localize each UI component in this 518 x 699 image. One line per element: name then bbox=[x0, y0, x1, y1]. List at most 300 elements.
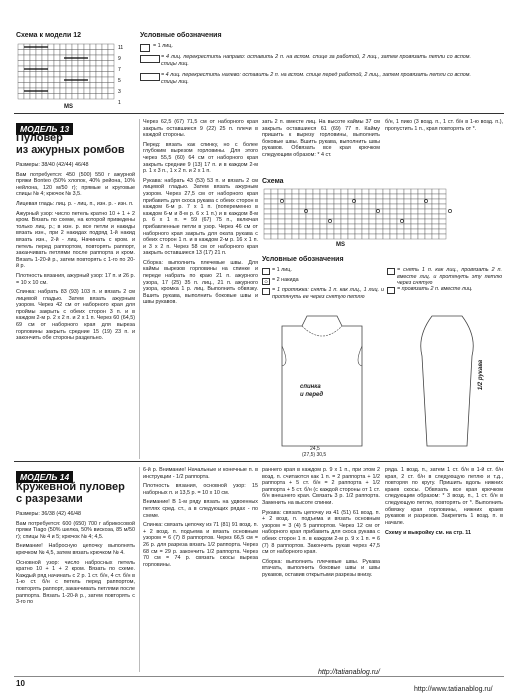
chart-cell bbox=[313, 189, 320, 194]
m13-legend-1: = 1 лиц. bbox=[272, 267, 292, 273]
chart-cell bbox=[348, 189, 355, 194]
chart-cell bbox=[418, 224, 425, 229]
chart-cell bbox=[292, 214, 299, 219]
chart-cell bbox=[48, 77, 54, 83]
chart-cell bbox=[66, 83, 72, 89]
chart-cell bbox=[72, 88, 78, 94]
divider-footer bbox=[14, 676, 504, 677]
chart-cell bbox=[102, 61, 108, 67]
chart-cell bbox=[60, 83, 66, 89]
chart-cell bbox=[397, 194, 404, 199]
model-14-col-1 bbox=[16, 511, 135, 606]
chart-cell bbox=[18, 83, 24, 89]
chart-cell bbox=[397, 234, 404, 239]
chart-cell bbox=[397, 224, 404, 229]
chart-cell bbox=[48, 94, 54, 100]
site-url[interactable]: http://tatianablog.ru/ bbox=[318, 669, 380, 676]
chart-cell bbox=[362, 224, 369, 229]
chart-cell bbox=[362, 219, 369, 224]
chart-cell bbox=[404, 219, 411, 224]
chart-cell bbox=[418, 229, 425, 234]
chart-cell bbox=[278, 234, 285, 239]
chart-cell bbox=[299, 214, 306, 219]
chart-cell bbox=[292, 199, 299, 204]
chart-cell bbox=[285, 189, 292, 194]
chart-cell bbox=[425, 229, 432, 234]
m14-front: раннего края в каждом р. 9 х 1 п., при этом 2 возд. п. считаются как 1 п. = 2 раппорта + 1/2 раппорта + 5 ст. б/н = 2 раппорта + 1/2 раппорта + 5 ст. б/н (с каждой стороны от 1 ст. б/н внешнего края. Связать 3 р. 1/2 раппорта. Заменить на высоте спинки. bbox=[262, 467, 380, 506]
chart-cell bbox=[36, 61, 42, 67]
chart-cell bbox=[48, 72, 54, 78]
chart-cell bbox=[306, 224, 313, 229]
chart-cell bbox=[362, 199, 369, 204]
chart-cell bbox=[362, 229, 369, 234]
chart-cell bbox=[425, 214, 432, 219]
chart-cell bbox=[362, 209, 369, 214]
chart-cell bbox=[439, 204, 446, 209]
chart-cell bbox=[425, 204, 432, 209]
m14-assembly: Сборка: выполнить плечевые швы. Рукава втачать, выполнить боковые швы и швы рукавов, оставив открытыми разрезы внизу. bbox=[262, 558, 380, 578]
divider-middle bbox=[14, 461, 504, 462]
m13-sleeves: Рукава: набрать 43 (53) 53 п. и вязать 2 см лицевой гладью. Затем вязать ажурным узором. Через 27,5 см от наборного края прибавить для скоса рукава с обеих сторон в каждом 6-м р. 7 х 1 п. (попеременно в каждом 6-м и 8-м р. 6 х 1 п.) и в каждом 8-м р. 6 х 1 п. = 59 (67) 75 п., включая прибавленные петли в узор. Через 46 см от наборного края закрыть для оката рукава с обеих сторон 1 п. и в каждом 2-м р. 16 х 1 п. и 3 х 2 п. Через 58 см от наборного края закрыть оставшиеся 13 (17) 21 п. bbox=[143, 177, 258, 257]
chart-cell bbox=[383, 189, 390, 194]
m13-hem-width: 24,5 bbox=[310, 446, 320, 452]
chart-cell bbox=[108, 61, 114, 67]
chart-cell bbox=[84, 50, 90, 56]
chart-cell bbox=[102, 44, 108, 50]
chart-cell bbox=[418, 234, 425, 239]
m14-sleeves: Рукава: связать цепочку из 41 (51) 61 возд. п. + 2 возд. п. подъема и вязать основным узором = 3 (4) 5 раппортов. Через 12 см от наборного края прибавить для скоса рукава с обеих сторон 1 п. в каждом 2-м р. 9 х 1 п. = 6 (7) 8 раппортов. Закончить рукав через 47,5 см от наборного края. bbox=[262, 509, 380, 556]
chart-cell bbox=[84, 94, 90, 100]
chart-cell bbox=[418, 219, 425, 224]
chart-cell bbox=[320, 229, 327, 234]
chart-cell bbox=[292, 219, 299, 224]
chart-cell bbox=[355, 214, 362, 219]
m14-materials: Вам потребуется: 600 (650) 700 г абрикосовой пряжи Tiago (50% шелка, 50% вискоза, 85 м/50 г); спицы № 4 и 5; крючок № 4; 4,5. bbox=[16, 520, 135, 540]
chart-cell bbox=[390, 194, 397, 199]
chart-cell bbox=[30, 55, 36, 61]
chart-cell bbox=[24, 55, 30, 61]
chart-cell bbox=[355, 204, 362, 209]
chart-cell bbox=[397, 199, 404, 204]
chart-cell bbox=[84, 83, 90, 89]
m13-pattern-diagram bbox=[262, 306, 502, 456]
chart-cell bbox=[84, 61, 90, 67]
chart-cell bbox=[306, 234, 313, 239]
chart-cell bbox=[404, 224, 411, 229]
chart-cell bbox=[411, 234, 418, 239]
divider-top bbox=[14, 113, 504, 114]
chart-cell bbox=[299, 204, 306, 209]
chart-cell bbox=[90, 50, 96, 56]
model-13-col-2 bbox=[143, 119, 258, 306]
chart-cell bbox=[90, 88, 96, 94]
chart-cell bbox=[397, 204, 404, 209]
yarnover-mark bbox=[448, 209, 451, 212]
chart-cell bbox=[36, 94, 42, 100]
chart-cell bbox=[264, 204, 271, 209]
cable-left-icon bbox=[140, 73, 160, 81]
chart-cell bbox=[439, 219, 446, 224]
m14-ref: Схему и выкройку см. на стр. 11 bbox=[385, 530, 471, 537]
chart-cell bbox=[369, 234, 376, 239]
chart-cell bbox=[327, 199, 334, 204]
chart-cell bbox=[320, 214, 327, 219]
chart-cell bbox=[108, 88, 114, 94]
chart-cell bbox=[285, 234, 292, 239]
chart-cell bbox=[102, 83, 108, 89]
chart-cell bbox=[292, 224, 299, 229]
chart-cell bbox=[60, 50, 66, 56]
model-14-col-4 bbox=[385, 467, 503, 537]
model-13-label: МОДЕЛЬ 13 bbox=[16, 123, 73, 135]
chart-cell bbox=[78, 50, 84, 56]
chart-cell bbox=[432, 219, 439, 224]
chart-cell bbox=[341, 224, 348, 229]
chart-cell bbox=[348, 234, 355, 239]
chart-cell bbox=[30, 72, 36, 78]
chart-cell bbox=[299, 219, 306, 224]
m13-stockinette: Лицевая гладь: лиц. р. - лиц. п., изн. р. - изн. п. bbox=[16, 200, 134, 207]
page-number: 10 bbox=[16, 679, 25, 688]
chart-cell bbox=[271, 229, 278, 234]
chart-cell bbox=[425, 219, 432, 224]
chart-cell bbox=[320, 199, 327, 204]
chart-cell bbox=[334, 234, 341, 239]
chart-cell bbox=[313, 209, 320, 214]
chart-cell bbox=[278, 204, 285, 209]
chart-cell bbox=[90, 77, 96, 83]
chart-cell bbox=[334, 209, 341, 214]
chart-cell bbox=[292, 194, 299, 199]
chart-cell bbox=[96, 50, 102, 56]
chart-cell bbox=[299, 189, 306, 194]
m13-back-label: спинка bbox=[300, 384, 321, 390]
chart-cell bbox=[60, 88, 66, 94]
m14-main-pattern: Основной узор: число набросных петель кратно 10 + 1 + 2 кром. Вязать по схеме. Каждый ряд начинать с 2 р. 1 ст. б/н, 4 ст. б/н в 1-ю ст. б/н с петель перед раппортом, повторять раппорт, заканчивать петлями после раппорта. Вязать 1-20-й р., затем повторять с 3-го по bbox=[16, 559, 135, 606]
chart-cell bbox=[313, 219, 320, 224]
chart-cell bbox=[96, 66, 102, 72]
chart-cell bbox=[24, 72, 30, 78]
chart-cell bbox=[439, 224, 446, 229]
chart-cell bbox=[42, 55, 48, 61]
chart-cell bbox=[411, 189, 418, 194]
chart-cell bbox=[369, 194, 376, 199]
chart-cell bbox=[78, 83, 84, 89]
chart-row-number: 1 bbox=[118, 100, 121, 106]
chart-cell bbox=[299, 229, 306, 234]
chart-cell bbox=[369, 214, 376, 219]
m13-assembly: Сборка: выполнить плечевые швы. Для каймы вырезов горловины на спинке и переде набрать по краю 21 п. ажурного узора, 17 (25) 35 п. лиц., 21 п. ажурного узора, кромка 1 р. лиц. Выполнить обвязку. Вшить рукава, выполнить боковые швы и швы рукавов. bbox=[143, 259, 258, 306]
chart-cell bbox=[390, 234, 397, 239]
chart-cell bbox=[72, 66, 78, 72]
chart-cell bbox=[425, 224, 432, 229]
chart-cell bbox=[327, 189, 334, 194]
chart-cell bbox=[320, 189, 327, 194]
chart-cell bbox=[264, 219, 271, 224]
chart-cell bbox=[313, 229, 320, 234]
chart-cell bbox=[42, 61, 48, 67]
cable-right-icon bbox=[140, 55, 160, 63]
chart-cell bbox=[376, 204, 383, 209]
chart-cell bbox=[78, 61, 84, 67]
chart-cell bbox=[404, 209, 411, 214]
chart-cell bbox=[383, 234, 390, 239]
chart-cell bbox=[102, 50, 108, 56]
chart-cell bbox=[383, 214, 390, 219]
chart-cell bbox=[439, 189, 446, 194]
chart-cell bbox=[320, 204, 327, 209]
chart-cell bbox=[292, 229, 299, 234]
chart-cell bbox=[30, 83, 36, 89]
m14-note-3: Внимание! В 1-м ряду вязать на удвоенных петлях сред. ст., а в следующих рядах - по схеме. bbox=[143, 499, 258, 519]
chart-cell bbox=[341, 199, 348, 204]
chart-cell bbox=[18, 88, 24, 94]
chart-cell bbox=[383, 229, 390, 234]
chart-cell bbox=[404, 194, 411, 199]
chart-cell bbox=[78, 44, 84, 50]
chart-cell bbox=[299, 224, 306, 229]
chart-cell bbox=[334, 204, 341, 209]
chart-cell bbox=[425, 189, 432, 194]
chart-cell bbox=[418, 189, 425, 194]
chart-cell bbox=[271, 234, 278, 239]
chart-cell bbox=[90, 94, 96, 100]
chart-cell bbox=[383, 204, 390, 209]
chart-cell bbox=[264, 229, 271, 234]
chart-cell bbox=[390, 229, 397, 234]
m13-scheme-title: Схема bbox=[262, 178, 284, 185]
chart-cell bbox=[306, 194, 313, 199]
chart-cell bbox=[90, 83, 96, 89]
chart-cell bbox=[54, 94, 60, 100]
chart-cell bbox=[411, 209, 418, 214]
chart-cell bbox=[327, 224, 334, 229]
chart-cell bbox=[306, 219, 313, 224]
knit-symbol-icon bbox=[262, 268, 270, 275]
chart-cell bbox=[24, 77, 30, 83]
chart-cell bbox=[285, 194, 292, 199]
model-14-title-2: с разрезами bbox=[16, 493, 83, 505]
chart-cell bbox=[292, 209, 299, 214]
model-13-title-2: из ажурных ромбов bbox=[16, 144, 125, 156]
m13-gauge: Плотность вязания, ажурный узор: 17 п. и 26 р. = 10 х 10 см. bbox=[16, 272, 135, 286]
model-13-col-1 bbox=[16, 162, 135, 342]
chart-cell bbox=[348, 199, 355, 204]
chart-cell bbox=[78, 66, 84, 72]
chart-cell bbox=[72, 83, 78, 89]
watermark: http://www.tatianablog.ru/ bbox=[414, 686, 493, 693]
chart-cell bbox=[66, 66, 72, 72]
chart-cell bbox=[411, 214, 418, 219]
chart-cell bbox=[376, 214, 383, 219]
chart-cell bbox=[78, 94, 84, 100]
chart-cell bbox=[418, 209, 425, 214]
chart-cell bbox=[313, 214, 320, 219]
chart-cell bbox=[96, 61, 102, 67]
chart-cell bbox=[42, 72, 48, 78]
col-divider bbox=[139, 119, 140, 459]
chart-cell bbox=[108, 72, 114, 78]
chart-cell bbox=[96, 83, 102, 89]
chart-cell bbox=[299, 199, 306, 204]
chart-cell bbox=[397, 209, 404, 214]
chart-cell bbox=[278, 224, 285, 229]
chart-cell bbox=[264, 224, 271, 229]
m13-sizes: Размеры: 38/40 (42/44) 46/48 bbox=[16, 162, 89, 168]
m13-back: Спинка: набрать 83 (93) 103 п. и вязать 2 см лицевой гладью. Затем вязать ажурным узором. Через 42 см от наборного края для проймы закрыть с обеих сторон 3 п. и в каждом 2-м р. 2 х 2 п. и 2 х 1 п. Через 60 (64,5) 69 см от наборного края для выреза горловины закрыть средние 15 (19) 23 п. и закончить обе стороны раздельно. bbox=[16, 289, 135, 342]
chart-cell bbox=[96, 77, 102, 83]
chart-cell bbox=[425, 199, 432, 204]
chart-cell bbox=[54, 88, 60, 94]
chart-cell bbox=[48, 83, 54, 89]
chart-cell bbox=[376, 189, 383, 194]
k2tog-icon bbox=[387, 287, 395, 294]
chart-cell bbox=[341, 209, 348, 214]
chart-cell bbox=[24, 83, 30, 89]
chart-cell bbox=[54, 77, 60, 83]
chart-cell bbox=[90, 61, 96, 67]
chart-cell bbox=[285, 229, 292, 234]
chart-cell bbox=[18, 50, 24, 56]
chart-cell bbox=[18, 72, 24, 78]
chart-cell bbox=[60, 44, 66, 50]
chart-cell bbox=[425, 209, 432, 214]
chart-cell bbox=[84, 72, 90, 78]
chart-cell bbox=[18, 77, 24, 83]
chart-cell bbox=[66, 72, 72, 78]
chart-cell bbox=[271, 204, 278, 209]
chart-cell bbox=[355, 209, 362, 214]
legend-12-item-1: = 1 лиц. bbox=[153, 43, 173, 49]
m13-finishing: зать 2 п. вместе лиц. На высоте каймы 37 см закрыть оставшиеся 61 (69) 77 п. Кайму пришить к вырезу горловины, выполнить боковые швы. Вшить рукава, выполнить швы рукавов. Обвязать все края крючком следующим образом: * 4 ст. bbox=[262, 119, 380, 158]
chart-cell bbox=[397, 229, 404, 234]
chart-cell bbox=[72, 44, 78, 50]
chart-cell bbox=[418, 214, 425, 219]
chart-cell bbox=[278, 229, 285, 234]
chart-cell bbox=[369, 189, 376, 194]
chart-cell bbox=[334, 229, 341, 234]
chart-cell bbox=[334, 194, 341, 199]
chart-cell bbox=[348, 224, 355, 229]
chart-cell bbox=[102, 66, 108, 72]
chart-cell bbox=[313, 199, 320, 204]
chart-cell bbox=[30, 61, 36, 67]
chart-cell bbox=[362, 204, 369, 209]
chart-cell bbox=[60, 66, 66, 72]
chart-cell bbox=[271, 194, 278, 199]
chart-cell bbox=[320, 194, 327, 199]
chart-cell bbox=[292, 204, 299, 209]
chart-cell bbox=[341, 229, 348, 234]
chart-cell bbox=[24, 61, 30, 67]
m13-legend-title: Условные обозначения bbox=[262, 256, 344, 263]
chart-cell bbox=[42, 83, 48, 89]
chart-cell bbox=[54, 44, 60, 50]
chart-cell bbox=[54, 55, 60, 61]
chart-cell bbox=[96, 55, 102, 61]
chart-cell bbox=[285, 214, 292, 219]
chart-cell bbox=[334, 214, 341, 219]
scheme-12-title: Схема к модели 12 bbox=[16, 32, 82, 39]
chart-cell bbox=[432, 204, 439, 209]
chart-cell bbox=[102, 94, 108, 100]
chart-cell bbox=[271, 189, 278, 194]
chart-cell bbox=[271, 209, 278, 214]
chart-cell bbox=[404, 234, 411, 239]
chart-cell bbox=[18, 94, 24, 100]
chart-cell bbox=[320, 209, 327, 214]
chart-cell bbox=[390, 199, 397, 204]
chart-cell bbox=[411, 204, 418, 209]
chart-cell bbox=[108, 83, 114, 89]
chart-cell bbox=[96, 94, 102, 100]
chart-cell bbox=[320, 234, 327, 239]
chart-cell bbox=[285, 224, 292, 229]
chart-cell bbox=[48, 66, 54, 72]
chart-cell bbox=[341, 214, 348, 219]
chart-cell bbox=[313, 234, 320, 239]
chart-cell bbox=[54, 61, 60, 67]
chart-cell bbox=[383, 194, 390, 199]
m13-front-label: и перед bbox=[300, 392, 324, 398]
chart-cell bbox=[271, 199, 278, 204]
chart-cell bbox=[327, 194, 334, 199]
chart-cell bbox=[66, 94, 72, 100]
chart-cell bbox=[390, 209, 397, 214]
chart-cell bbox=[418, 194, 425, 199]
chart-cell bbox=[348, 219, 355, 224]
chart-cell bbox=[383, 199, 390, 204]
knit-symbol-icon bbox=[140, 44, 150, 52]
chart-cell bbox=[18, 61, 24, 67]
chart-cell bbox=[432, 229, 439, 234]
chart-cell bbox=[271, 224, 278, 229]
m14-note-2: 6-й р. Внимание! Начальные и конечные п. в инструкции - 1/2 раппорта. bbox=[143, 467, 258, 480]
m14-edging: ряда. 1 возд. п., затем 1 ст. б/н в 1-й ст. б/н края, 2 ст. б/н в следующую петлю и т.д., повторяя по кругу. Пришить вдоль нижних краев скосы. Обвязать все края крючком следующим образом: * 3 возд. п., 1 ст. б/н в следующую петлю, повторять от *. Выполнить обвязку края горловины, нижних краев рукавов и разрезов. Закрепить 1 возд. п. в начале. bbox=[385, 467, 503, 526]
chart-cell bbox=[72, 50, 78, 56]
chart-cell bbox=[48, 50, 54, 56]
legend-12-title: Условные обозначения bbox=[140, 32, 222, 39]
chart-cell bbox=[355, 234, 362, 239]
chart-cell bbox=[48, 55, 54, 61]
chart-cell bbox=[390, 224, 397, 229]
chart-cell bbox=[66, 44, 72, 50]
m13-legend-4: = снять 1 п. как лиц., провязать 2 п. вместе лиц. и протянуть эту петлю через снятую bbox=[397, 267, 502, 287]
chart-cell bbox=[18, 44, 24, 50]
chart-cell bbox=[327, 229, 334, 234]
chart-cell bbox=[432, 234, 439, 239]
chart-cell bbox=[362, 189, 369, 194]
chart-cell bbox=[108, 44, 114, 50]
chart-cell bbox=[432, 214, 439, 219]
chart-cell bbox=[376, 229, 383, 234]
chart-cell bbox=[432, 199, 439, 204]
m13-lace-chart bbox=[262, 187, 472, 241]
chart-cell bbox=[78, 72, 84, 78]
m13-front: Перед: вязать как спинку, но с более глубоким вырезом горловины. Для этого через 55,5 (60) 64 см от наборного края закрыть средние 9 (13) 17 п. и в каждом 2-м р. 1 х 3 п., 1 х 2 п. и 2 х 1 п. bbox=[143, 141, 258, 175]
chart-cell bbox=[383, 224, 390, 229]
chart-cell bbox=[397, 189, 404, 194]
chart-cell bbox=[327, 234, 334, 239]
chart-cell bbox=[264, 189, 271, 194]
chart-cell bbox=[341, 204, 348, 209]
m13-hem-width-sizes: (27,5) 30,5 bbox=[302, 452, 327, 458]
chart-cell bbox=[418, 204, 425, 209]
chart-cell bbox=[418, 199, 425, 204]
model-14-label: МОДЕЛЬ 14 bbox=[16, 471, 73, 483]
chart-cell bbox=[327, 209, 334, 214]
chart-cell bbox=[348, 204, 355, 209]
